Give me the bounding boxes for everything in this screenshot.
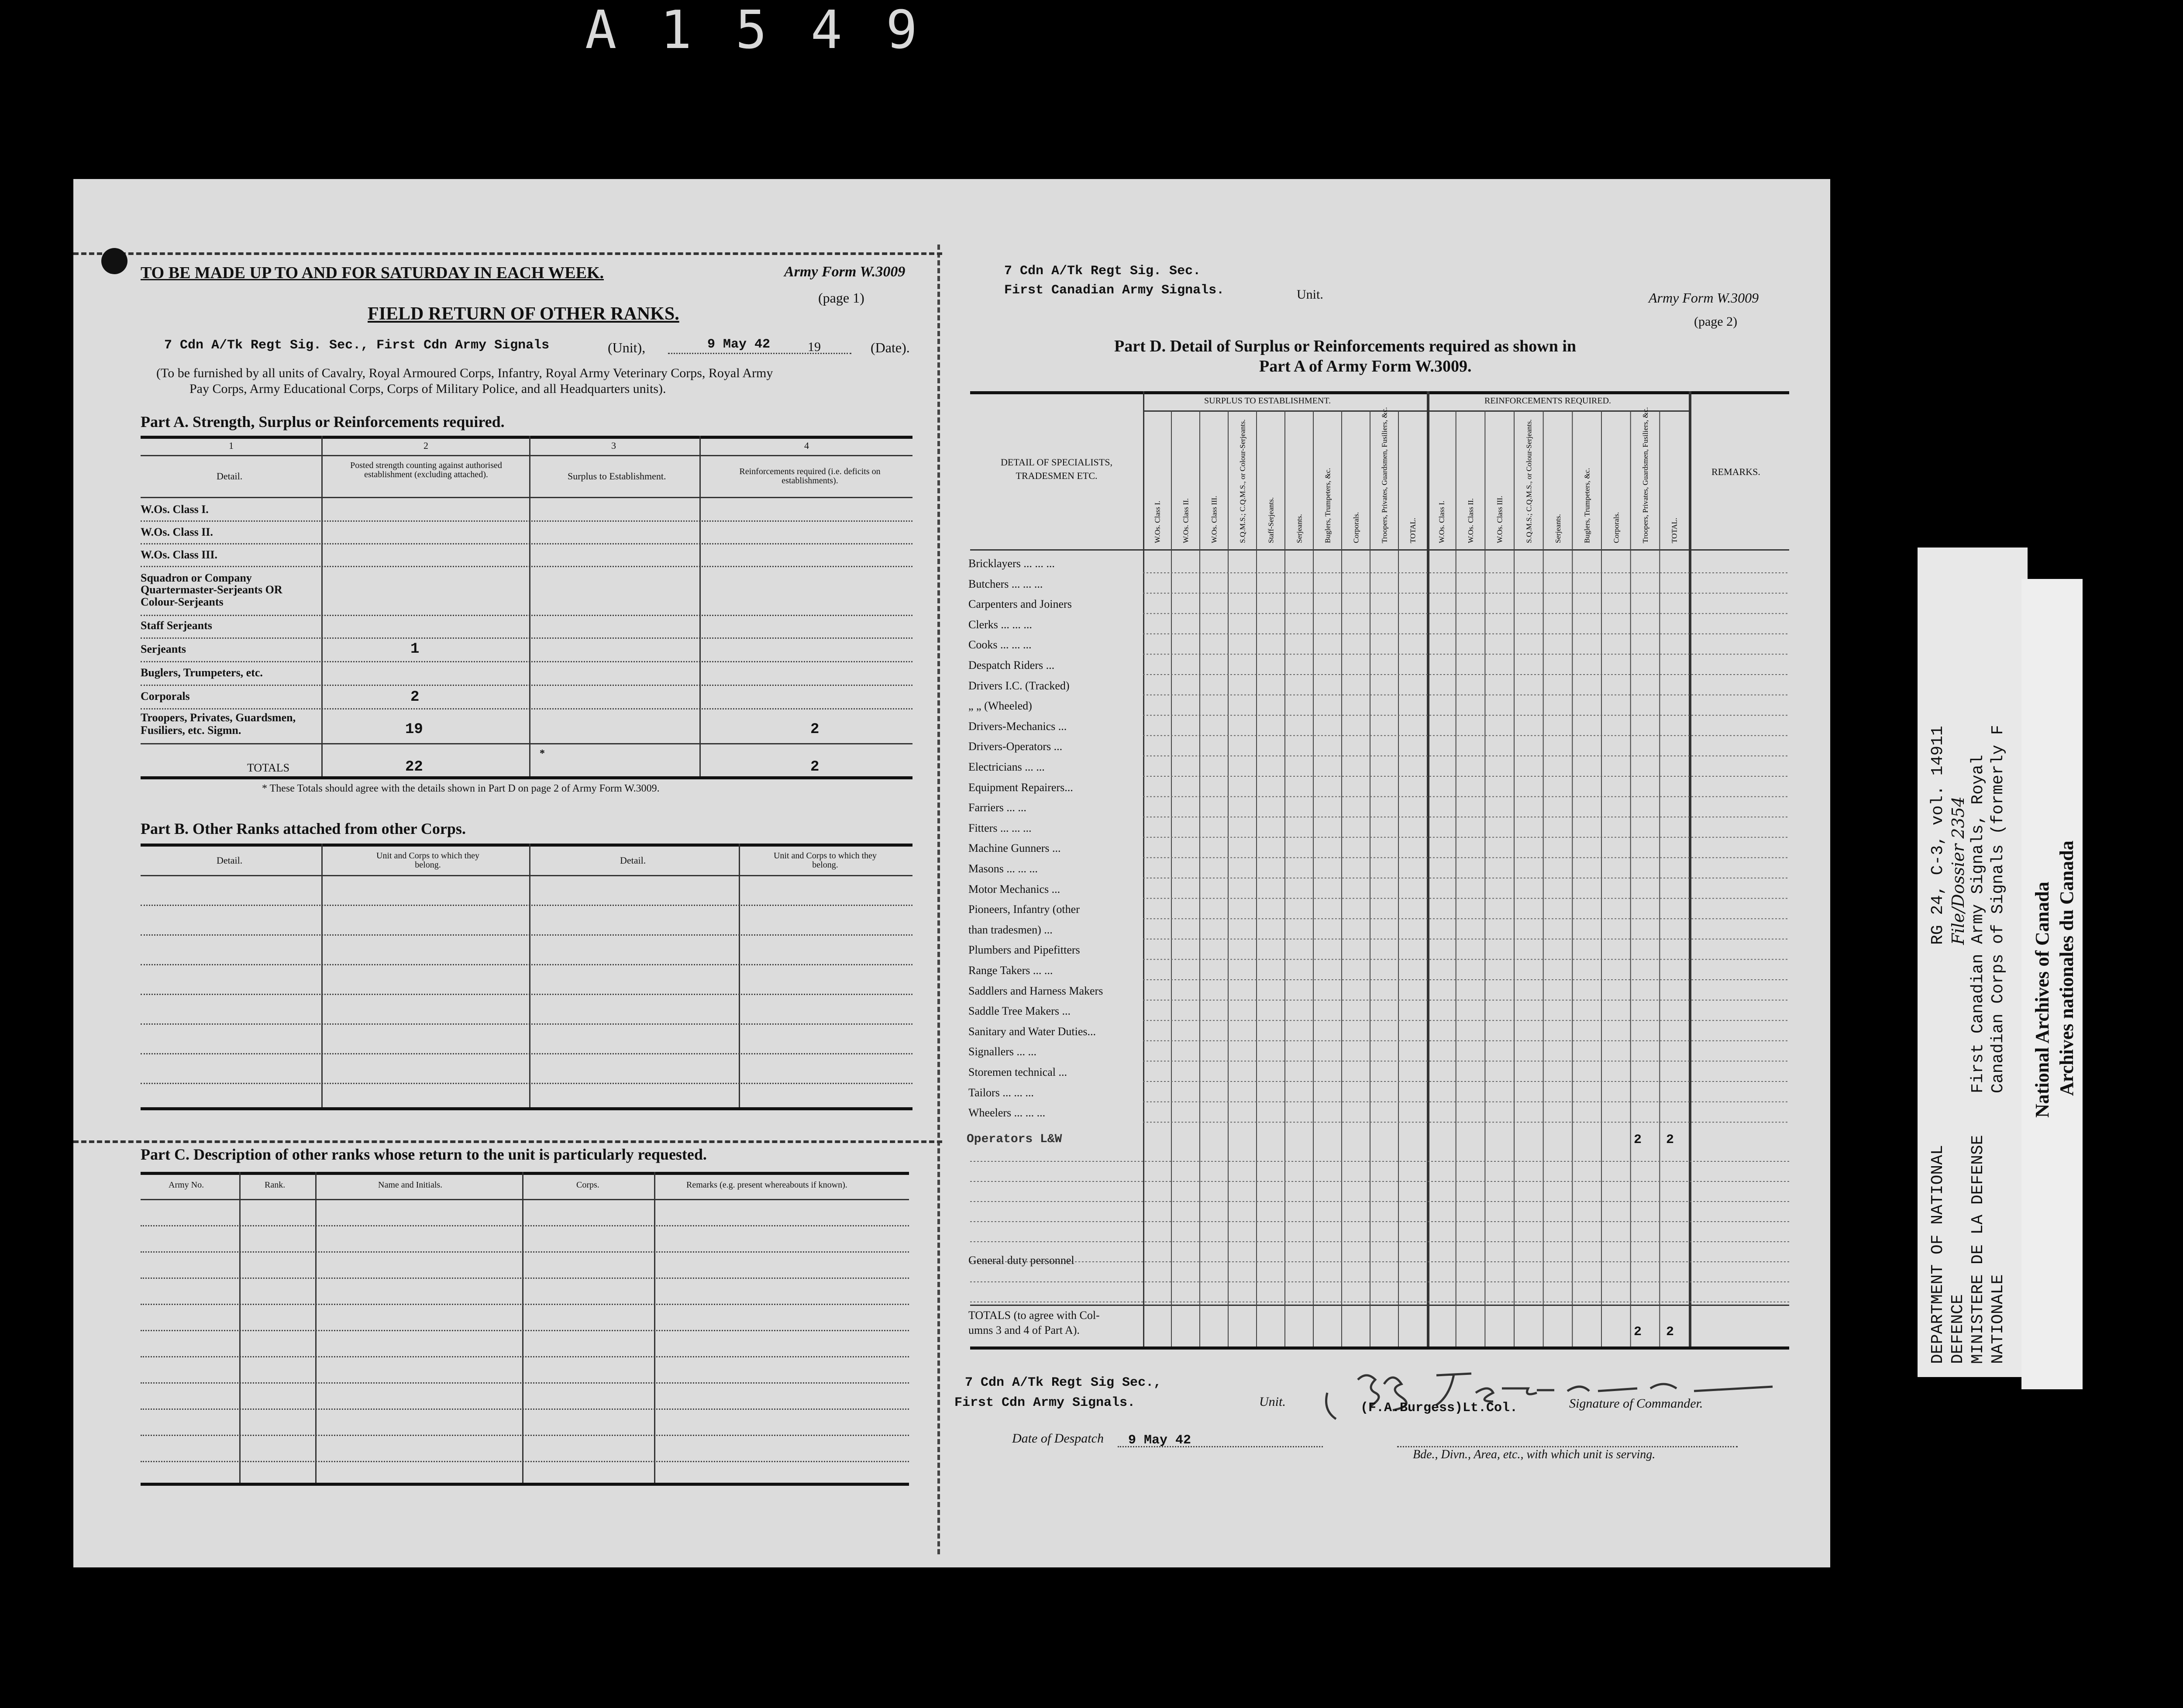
- bde-label: Bde., Divn., Area, etc., with which unit is serving.: [1413, 1448, 1656, 1461]
- top-note: TO BE MADE UP TO AND FOR SATURDAY IN EACH WEEK.: [141, 264, 604, 282]
- reinforcements-column-header: TOTAL.: [1670, 517, 1679, 543]
- column-header: Remarks (e.g. present whereabouts if known).: [686, 1180, 847, 1190]
- surplus-column-header: S.Q.M.S.; C.Q.M.S., or Colour-Serjeants.: [1238, 419, 1247, 543]
- row-label: W.Os. Class I.: [141, 503, 209, 516]
- surplus-column-header: Staff-Serjeants.: [1267, 497, 1275, 543]
- part-c-title: Part C. Description of other ranks whose return to the unit is particularly requested.: [141, 1146, 707, 1163]
- reinforcements-column-header: Serjeants.: [1554, 514, 1562, 543]
- total-value: 2: [810, 759, 819, 775]
- reinforcements-column-header: Troopers, Privates, Guardsmen, Fusiliers, &c.: [1641, 407, 1649, 543]
- year-prefix: 19: [808, 340, 821, 354]
- row-label: Buglers, Trumpeters, etc.: [141, 666, 263, 679]
- trade-row-label: Fitters ... ... ...: [968, 821, 1032, 834]
- operators-row-label: Operators L&W: [967, 1133, 1062, 1146]
- column-header: Name and Initials.: [378, 1180, 443, 1190]
- dept-line: DEFENCE: [1949, 1294, 1967, 1364]
- date-label: (Date).: [871, 340, 910, 355]
- trade-row-label: than tradesmen) ...: [968, 923, 1053, 936]
- frame-char: 1: [660, 0, 696, 61]
- trade-row-label: Despatch Riders ...: [968, 659, 1055, 671]
- dept-line: DEPARTMENT OF NATIONAL: [1928, 1145, 1947, 1364]
- form-number: Army Form W.3009: [784, 264, 906, 280]
- totals-troopers: 2: [1634, 1325, 1642, 1340]
- unit-line: 7 Cdn A/Tk Regt Sig. Sec.: [1004, 264, 1201, 279]
- totals-total: 2: [1666, 1325, 1674, 1340]
- trade-row-label: Plumbers and Pipefitters: [968, 944, 1080, 957]
- bde-underline: [1397, 1446, 1738, 1447]
- footnote: * These Totals should agree with the details shown in Part D on page 2 of Army Form W.3009.: [262, 783, 660, 794]
- cell-value: 2: [810, 721, 819, 738]
- ref-line: File/Dossier 2354: [1949, 796, 1968, 945]
- trade-row-label: „ „ (Wheeled): [968, 699, 1032, 713]
- column-header: Detail.: [217, 471, 243, 482]
- trade-row-label: Range Takers ... ...: [968, 964, 1053, 977]
- reinforcements-column-header: W.Os. Class III.: [1495, 496, 1504, 543]
- surplus-column-header: W.Os. Class III.: [1210, 496, 1219, 543]
- nac-line: National Archives of Canada: [2031, 882, 2053, 1118]
- trade-row-label: Carpenters and Joiners: [968, 598, 1072, 611]
- column-header: Detail.: [217, 855, 243, 866]
- trade-row-label: Saddlers and Harness Makers: [968, 984, 1103, 997]
- unit-line: First Canadian Army Signals.: [1004, 283, 1225, 298]
- trade-row-label: Equipment Repairers...: [968, 781, 1073, 794]
- trade-row-label: Storemen technical ...: [968, 1066, 1067, 1078]
- column-number: 3: [611, 440, 616, 451]
- detail-header: DETAIL OF SPECIALISTS, TRADESMEN ETC.: [1001, 457, 1112, 481]
- archive-reference-text: [1918, 543, 2043, 1373]
- dept-line: NATIONALE: [1989, 1274, 2007, 1364]
- unit-label: (Unit),: [608, 340, 646, 355]
- trade-row-label: Cooks ... ... ...: [968, 638, 1032, 651]
- surplus-column-header: W.Os. Class I.: [1153, 500, 1162, 543]
- frame-char: A: [585, 0, 621, 61]
- row-label: Corporals: [141, 690, 190, 702]
- trade-row-label: Wheelers ... ... ...: [968, 1106, 1046, 1119]
- frame-char: 5: [735, 0, 771, 61]
- dept-line: MINISTERE DE LA DEFENSE: [1969, 1135, 1987, 1364]
- despatch-label: Date of Despatch: [1012, 1431, 1104, 1446]
- instructions: Pay Corps, Army Educational Corps, Corps of Military Police, and all Headquarters units).: [189, 382, 666, 396]
- column-header: Detail.: [620, 855, 646, 866]
- remarks-header: REMARKS.: [1711, 466, 1760, 477]
- trade-row-label: Bricklayers ... ... ...: [968, 557, 1055, 570]
- row-label: Squadron or Company Quartermaster-Serjeants OR Colour-Serjeants: [141, 572, 282, 608]
- trade-row-label: Drivers-Operators ...: [968, 740, 1063, 753]
- general-duty-label: General duty personnel: [968, 1254, 1074, 1267]
- footer-unit-label: Unit.: [1259, 1395, 1286, 1409]
- row-label: Staff Serjeants: [141, 619, 212, 632]
- trade-row-label: Drivers-Mechanics ...: [968, 720, 1067, 733]
- column-number: 1: [229, 440, 234, 451]
- frame-char: 4: [810, 0, 847, 61]
- reinforcements-header: REINFORCEMENTS REQUIRED.: [1484, 396, 1611, 406]
- nac-text: [2030, 812, 2083, 1118]
- column-number: 4: [804, 440, 809, 451]
- trade-row-label: Butchers ... ... ...: [968, 577, 1043, 590]
- ref-line: RG 24, C-3, vol. 14911: [1928, 726, 1947, 945]
- surplus-column-header: TOTAL.: [1408, 517, 1417, 543]
- trade-row-label: Tailors ... ... ...: [968, 1086, 1034, 1099]
- cell-value: 2: [410, 689, 420, 706]
- trade-row-label: Electricians ... ...: [968, 761, 1045, 773]
- ref-line: First Canadian Army Signals, Royal: [1969, 754, 1987, 1093]
- column-number: 2: [424, 440, 428, 451]
- form-number: Army Form W.3009: [1649, 290, 1759, 306]
- column-header: Unit and Corps to which they belong.: [773, 851, 877, 870]
- part-b-title: Part B. Other Ranks attached from other Corps.: [141, 820, 466, 837]
- trade-row-label: Pioneers, Infantry (other: [968, 903, 1080, 916]
- footer-unit: 7 Cdn A/Tk Regt Sig Sec.,: [965, 1375, 1162, 1390]
- surplus-header: SURPLUS TO ESTABLISHMENT.: [1204, 396, 1331, 406]
- surplus-column-header: W.Os. Class II.: [1181, 498, 1190, 543]
- reinforcements-column-header: S.Q.M.S.; C.Q.M.S., or Colour-Serjeants.: [1525, 419, 1533, 543]
- despatch-value: 9 May 42: [1128, 1433, 1191, 1448]
- reinforcements-column-header: W.Os. Class II.: [1467, 498, 1475, 543]
- total-value: 22: [405, 759, 423, 775]
- trade-row-label: Saddle Tree Makers ...: [968, 1005, 1071, 1018]
- operators-troopers: 2: [1634, 1133, 1642, 1147]
- date-value: 9 May 42: [707, 337, 771, 352]
- column-header: Posted strength counting against authorised establishment (excluding attached).: [350, 461, 502, 479]
- trade-row-label: Motor Mechanics ...: [968, 882, 1061, 895]
- totals-label: TOTALS (to agree with Col-: [968, 1309, 1100, 1322]
- surplus-column-header: Corporals.: [1352, 512, 1360, 543]
- cell-value: 19: [405, 721, 423, 738]
- trade-row-label: Clerks ... ... ...: [968, 618, 1032, 631]
- trade-row-label: Signallers ... ...: [968, 1045, 1036, 1058]
- part-d-title: Part A of Army Form W.3009.: [1259, 357, 1472, 375]
- part-a-title: Part A. Strength, Surplus or Reinforcements required.: [141, 413, 505, 430]
- row-label: W.Os. Class II.: [141, 526, 213, 538]
- footer-unit: First Cdn Army Signals.: [954, 1395, 1136, 1410]
- totals-label: TOTALS: [247, 761, 290, 774]
- trade-row-label: Drivers I.C. (Tracked): [968, 679, 1070, 692]
- unit-value: 7 Cdn A/Tk Regt Sig. Sec., First Cdn Army Signals: [164, 338, 550, 353]
- row-label: W.Os. Class III.: [141, 548, 218, 561]
- reinforcements-column-header: W.Os. Class I.: [1437, 500, 1446, 543]
- trade-row-label: Masons ... ... ...: [968, 862, 1038, 875]
- surplus-column-header: Serjeants.: [1295, 514, 1304, 543]
- trade-row-label: Sanitary and Water Duties...: [968, 1025, 1096, 1038]
- row-label: Serjeants: [141, 643, 186, 655]
- signature-label: Signature of Commander.: [1569, 1396, 1703, 1411]
- frame-char: 9: [886, 0, 922, 61]
- totals-label: umns 3 and 4 of Part A).: [968, 1324, 1080, 1336]
- column-header: Rank.: [265, 1180, 286, 1190]
- instructions: (To be furnished by all units of Cavalry, Royal Armoured Corps, Infantry, Royal Army Veterinary Corps, Royal Army: [156, 366, 773, 380]
- column-header: Corps.: [576, 1180, 599, 1190]
- column-header: Unit and Corps to which they belong.: [376, 851, 480, 870]
- operators-total: 2: [1666, 1133, 1674, 1147]
- page-title: FIELD RETURN OF OTHER RANKS.: [368, 304, 679, 324]
- cell-value: 1: [410, 641, 420, 658]
- surplus-column-header: Buglers, Trumpeters, &c.: [1323, 468, 1332, 543]
- reinforcements-column-header: Buglers, Trumpeters, &c.: [1583, 468, 1591, 543]
- unit-label: Unit.: [1297, 287, 1323, 302]
- ref-line: Canadian Corps of Signals (formerly F: [1989, 725, 2007, 1093]
- trade-row-label: Machine Gunners ...: [968, 842, 1061, 855]
- nac-line: Archives nationales du Canada: [2056, 840, 2077, 1096]
- trade-row-label: Farriers ... ...: [968, 801, 1026, 814]
- page-number: (page 1): [818, 290, 864, 306]
- total-marker: *: [540, 748, 545, 759]
- page-number: (page 2): [1694, 314, 1738, 329]
- column-header: Surplus to Establishment.: [568, 471, 666, 482]
- column-header: Reinforcements required (i.e. deficits on establishments).: [739, 467, 881, 486]
- surplus-column-header: Troopers, Privates, Guardsmen, Fusiliers, &c.: [1380, 407, 1389, 543]
- signature-name: (F.A.Burgess)Lt.Col.: [1360, 1401, 1518, 1415]
- row-label: Troopers, Privates, Guardsmen, Fusiliers, etc. Sigmn.: [141, 711, 296, 737]
- reinforcements-column-header: Corporals.: [1612, 512, 1621, 543]
- column-header: Army No.: [169, 1180, 204, 1190]
- part-d-title: Part D. Detail of Surplus or Reinforcements required as shown in: [1114, 337, 1577, 355]
